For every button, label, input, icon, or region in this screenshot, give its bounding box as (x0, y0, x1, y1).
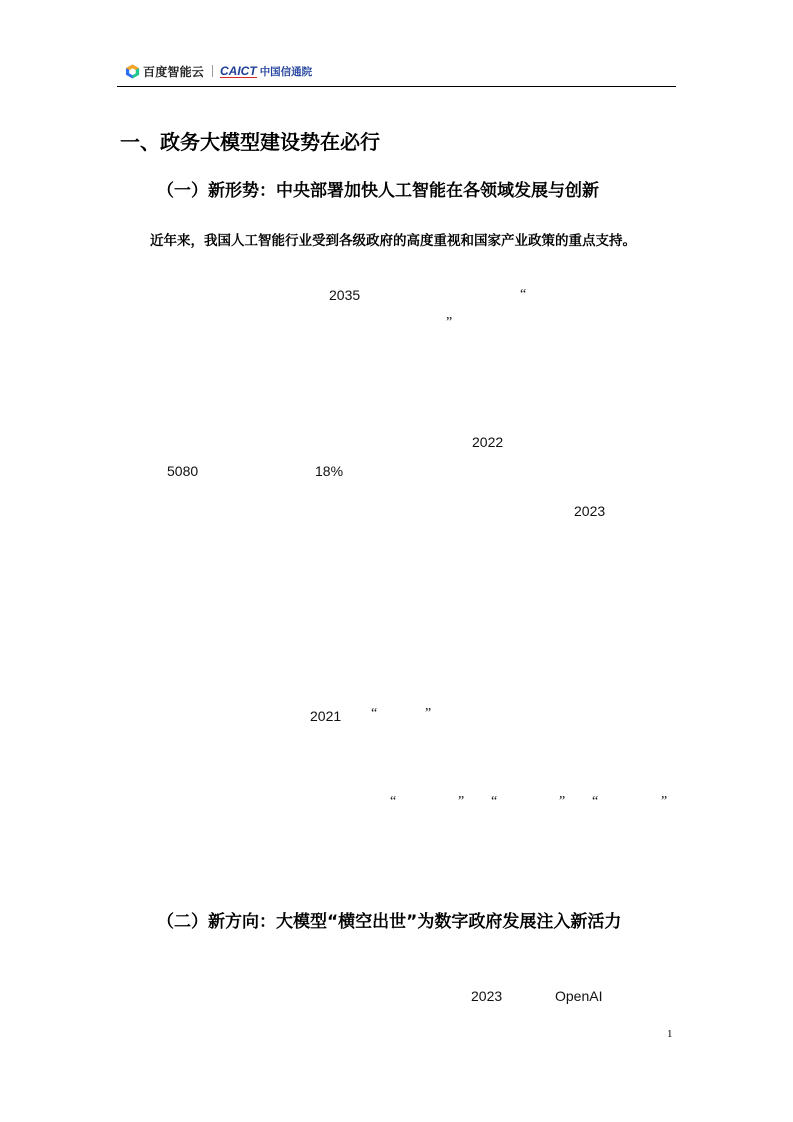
close-quote-2: ” (425, 706, 432, 721)
close-quote-4: ” (559, 794, 566, 809)
close-quote-1: ” (446, 315, 453, 330)
fragment-openai: OpenAI (555, 988, 603, 1004)
baidu-cloud-brand: 百度智能云 (143, 64, 205, 79)
fragment-number-5080: 5080 (167, 463, 199, 479)
open-quote-2: “ (371, 706, 378, 721)
fragment-year-2035: 2035 (329, 287, 361, 303)
intro-paragraph: 近年来，我国人工智能行业受到各级政府的高度重视和国家产业政策的重点支持。 (150, 233, 636, 249)
section-title: 一、政务大模型建设势在必行 (120, 130, 380, 154)
open-quote-1: “ (520, 287, 527, 302)
open-quote-3: “ (390, 794, 397, 809)
fragment-year-2023: 2023 (574, 503, 606, 519)
subsection-title-1: （一）新形势：中央部署加快人工智能在各领域发展与创新 (157, 181, 599, 201)
close-quote-3: ” (458, 794, 465, 809)
fragment-year-2021: 2021 (310, 708, 342, 724)
header-logos (125, 61, 312, 81)
fragment-percent-18: 18% (315, 463, 344, 479)
caict-logo-mark: CAICT (220, 63, 257, 78)
open-quote-4: “ (491, 794, 498, 809)
fragment-year-2023-b: 2023 (471, 988, 503, 1004)
logo-separator (212, 65, 213, 77)
open-quote-5: “ (592, 794, 599, 809)
page-number: 1 (667, 1028, 673, 1040)
fragment-year-2022: 2022 (472, 434, 504, 450)
baidu-cloud-logo-icon (125, 64, 140, 79)
header-divider (117, 86, 676, 87)
close-quote-5: ” (661, 794, 668, 809)
caict-brand-name: 中国信通院 (259, 65, 313, 78)
subsection-title-2: （二）新方向：大模型“横空出世”为数字政府发展注入新活力 (157, 912, 622, 932)
